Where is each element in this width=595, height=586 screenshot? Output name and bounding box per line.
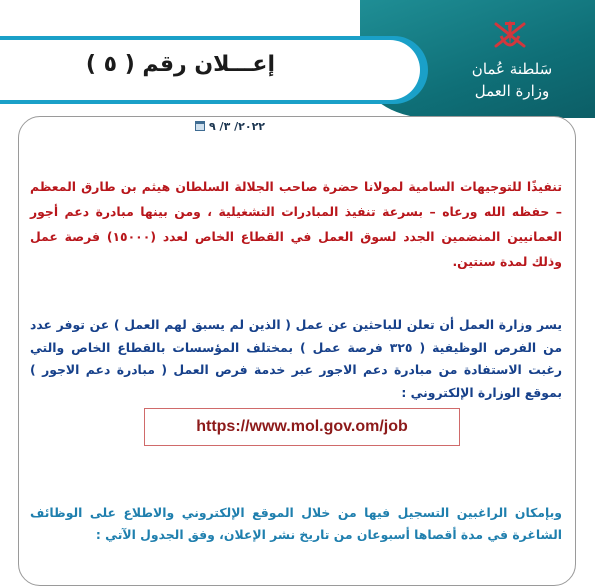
ministry-name: وزارة العمل [474, 82, 550, 100]
ministry-logo-text [452, 58, 572, 102]
registration-paragraph: وبإمكان الراغبين التسجيل فيها من خلال الموقع الإلكتروني والاطلاع على الوظائف الشاغرة في مدة أقصاها أسبوعان من تاريخ نشر الإعلان، وفق الجدول الآتي : [30, 505, 562, 542]
opportunities-paragraph: يسر وزارة العمل أن تعلن للباحثين عن عمل ( الذين لم يسبق لهم العمل ) عن توفر عدد من الفرص الوظيفية ( ٣٢٥ فرصة عمل ) بمختلف المؤسسات بالقطاع الخاص والتي رغبت الاستفادة من مبادرة دعم الاجور عبر خدمة فرص العمل ( مبادرة دعم الاجور ) بموقع الوزارة الإلكتروني : [30, 317, 562, 400]
intro-paragraph: تنفيذًا للتوجيهات السامية لمولانا حضرة صاحب الجلالة السلطان هيثم بن طارق المعظم – حفظه الله ورعاه – بسرعة تنفيذ المبادرات التشغيلية ، ومن بينها مبادرة دعم أجور العمانيين المنضمين الجدد لسوق العمل في القطاع الخاص لعدد (١٥٠٠٠) فرصة عمل وذلك لمدة سنتين. [30, 179, 562, 269]
page-header [0, 0, 595, 118]
announcement-title: إعـــلان رقم ( ٥ ) [85, 52, 275, 77]
job-portal-link[interactable]: https://www.mol.gov.om/job [144, 408, 460, 446]
ministry-country: سَلطنة عُمان [471, 60, 553, 78]
calendar-icon [195, 121, 205, 131]
date-text: ٢٠٢٢/ ٣/ ٩ [209, 119, 266, 133]
announcement-date [195, 118, 305, 134]
oman-emblem-icon [488, 16, 532, 56]
